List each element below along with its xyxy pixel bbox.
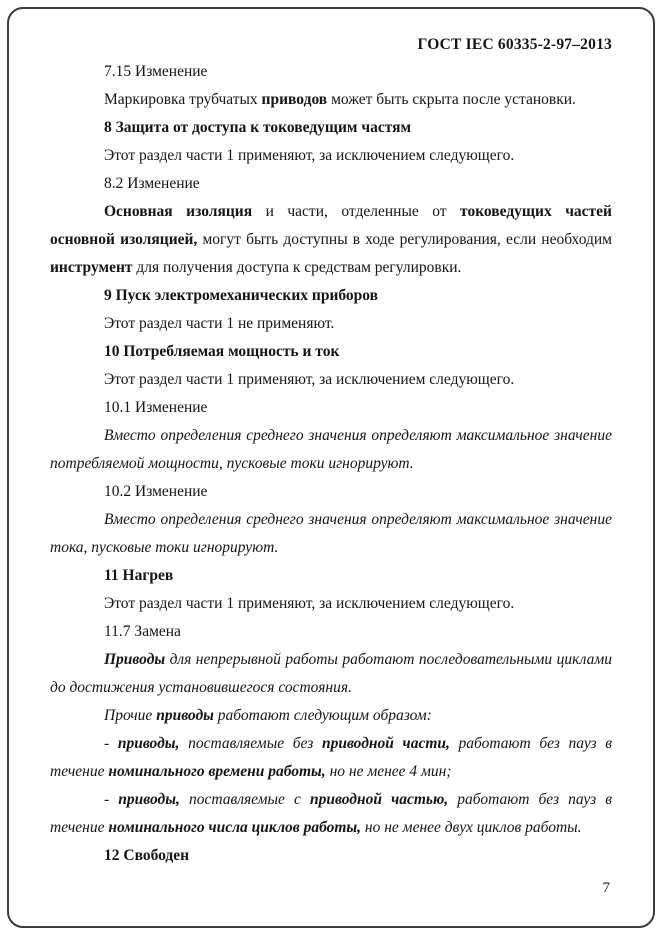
paragraph	[50, 394, 612, 422]
text-run: Вместо определения среднего значения определяют максимальное значение потребляемой мощности, пусковые токи игнорируют.	[50, 427, 612, 472]
text-run: Этот раздел части 1 применяют, за исключением следующего.	[104, 371, 515, 388]
text-run: приводов	[261, 91, 328, 108]
section-heading	[50, 338, 612, 366]
section-heading	[50, 842, 612, 870]
text-run: 10.1 Изменение	[104, 399, 208, 416]
text-run: 7.15 Изменение	[104, 63, 208, 80]
section-heading	[50, 282, 612, 310]
paragraph	[50, 422, 612, 478]
text-run: 10 Потребляемая мощность и ток	[104, 343, 340, 360]
paragraph	[50, 478, 612, 506]
text-run: инструмент	[50, 259, 133, 276]
text-run: Приводы	[104, 651, 166, 668]
text-run: для непрерывной работы работают последовательными циклами до достижения установившегося состояния.	[50, 651, 612, 696]
text-run: может быть скрыта после установки.	[327, 91, 576, 108]
text-run: Этот раздел части 1 применяют, за исключением следующего.	[104, 147, 515, 164]
text-run: Маркировка трубчатых	[104, 91, 262, 108]
text-run: 10.2 Изменение	[104, 483, 208, 500]
paragraph	[50, 198, 612, 282]
section-heading	[50, 562, 612, 590]
text-run: приводы,	[118, 791, 180, 808]
paragraph	[50, 310, 612, 338]
text-run: но не менее двух циклов работы.	[361, 819, 582, 836]
paragraph	[50, 730, 612, 786]
paragraph	[50, 702, 612, 730]
paragraph	[50, 786, 612, 842]
document-header-title: ГОСТ IEC 60335-2-97–2013	[417, 36, 612, 53]
text-run: Основная изоляция	[104, 203, 253, 220]
text-run: токоведущих частей основной изоляцией,	[50, 203, 612, 248]
text-run: 11 Нагрев	[104, 567, 174, 584]
text-run: Прочие	[104, 707, 157, 724]
text-run: приводной части,	[321, 735, 450, 752]
text-run: работают без пауз в течение	[50, 735, 612, 780]
text-run: приводы	[156, 707, 214, 724]
text-run: -	[104, 791, 119, 808]
text-run: Этот раздел части 1 не применяют.	[104, 315, 335, 332]
text-run: -	[104, 735, 118, 752]
text-run: Этот раздел части 1 применяют, за исключением следующего.	[104, 595, 515, 612]
text-run: но не менее 4 мин;	[325, 763, 452, 780]
paragraph	[50, 366, 612, 394]
text-run: Вместо определения среднего значения определяют максимальное значение тока, пусковые токи игнорируют.	[50, 511, 612, 556]
text-run: работают без пауз в течение	[50, 791, 612, 836]
text-run: 11.7 Замена	[104, 623, 181, 640]
text-run: 8 Защита от доступа к токоведущим частям	[104, 119, 412, 136]
paragraph	[50, 58, 612, 86]
text-run: номинального времени работы,	[108, 763, 326, 780]
text-run: и части, отделенные от	[252, 203, 461, 220]
text-run: поставляемые с	[179, 791, 311, 808]
text-run: работают следующим образом:	[213, 707, 432, 724]
paragraph	[50, 142, 612, 170]
text-run: 12 Свободен	[104, 847, 190, 864]
text-run: могут быть доступны в ходе регулирования, если необходим	[197, 231, 612, 248]
text-run: поставляемые без	[179, 735, 322, 752]
paragraph	[50, 506, 612, 562]
text-run: 9 Пуск электромеханических приборов	[104, 287, 379, 304]
page-number: 7	[602, 880, 610, 896]
section-heading	[50, 114, 612, 142]
paragraph	[50, 646, 612, 702]
paragraph	[50, 590, 612, 618]
paragraph	[50, 170, 612, 198]
document-body	[50, 58, 612, 870]
text-run: номинального числа циклов работы,	[108, 819, 362, 836]
text-run: приводной частью,	[310, 791, 449, 808]
paragraph	[50, 618, 612, 646]
paragraph	[50, 86, 612, 114]
text-run: для получения доступа к средствам регулировки.	[132, 259, 462, 276]
text-run: приводы,	[117, 735, 180, 752]
text-run: 8.2 Изменение	[104, 175, 200, 192]
